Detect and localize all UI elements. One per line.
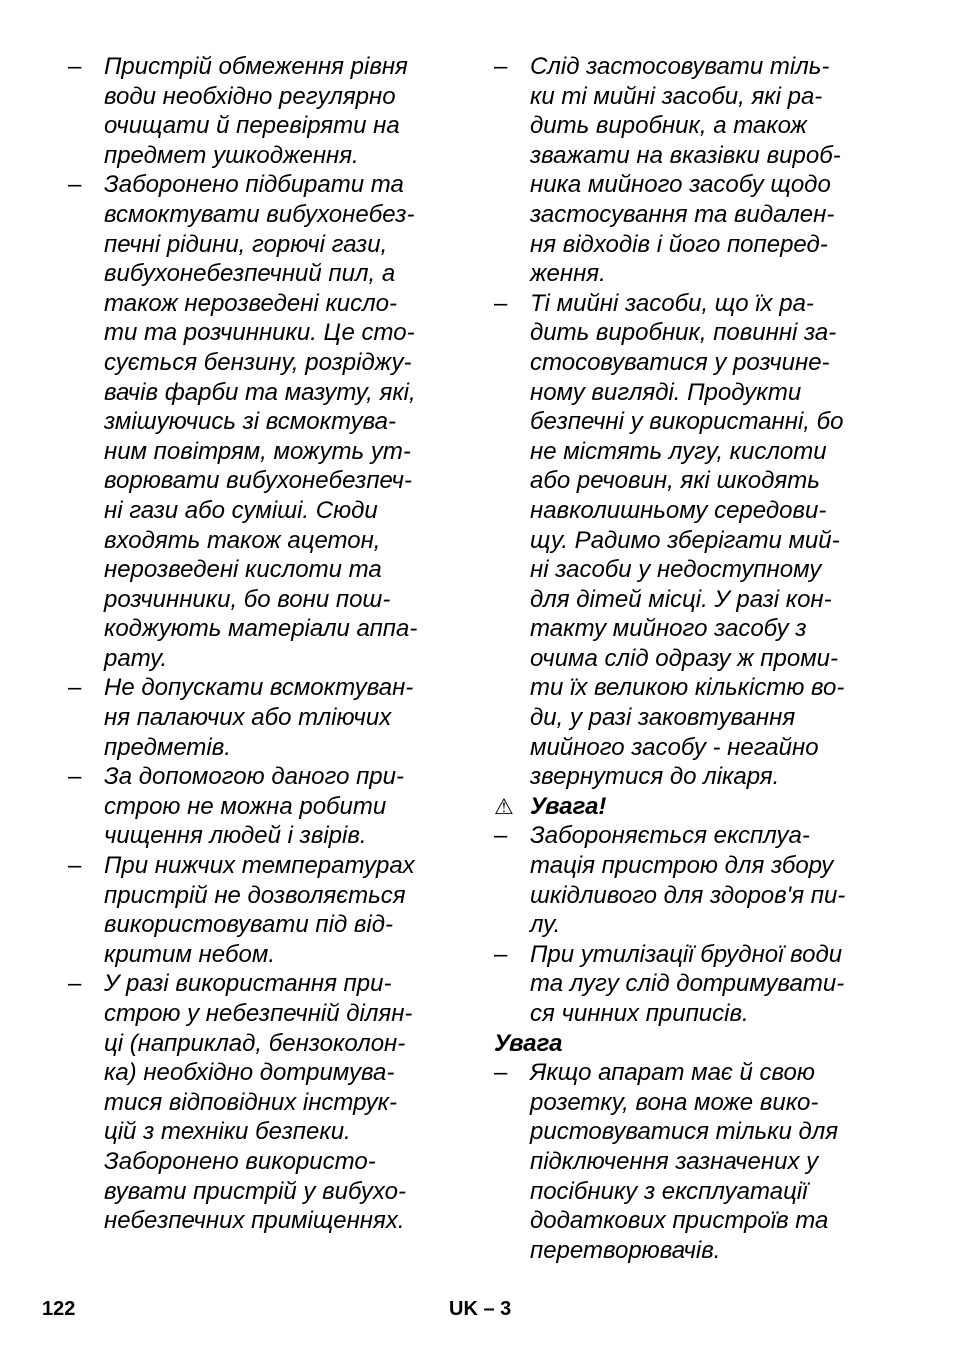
dash-bullet: –: [494, 53, 508, 80]
text-line: Якщо апарат має й свою: [530, 1059, 815, 1087]
text-line: чищення людей і звірів.: [104, 822, 367, 850]
list-item: [494, 289, 894, 792]
list-item: [68, 52, 460, 170]
note-heading: Увага: [494, 1029, 563, 1057]
text-line: лу.: [530, 911, 561, 939]
text-line: води необхідно регулярно: [104, 82, 396, 110]
text-line: коджують матеріали аппа-: [104, 615, 418, 643]
text-line: ристовуватися тільки для: [530, 1118, 839, 1146]
text-line: ки ті мийні засоби, які ра-: [530, 82, 823, 110]
text-line: входять також ацетон,: [104, 526, 381, 554]
list-item-text: [104, 851, 460, 969]
text-line: ди, у разі заковтування: [530, 704, 796, 732]
text-line: За допомогою даного при-: [104, 763, 404, 791]
text-line: ника мийного засобу щодо: [530, 171, 831, 199]
text-line: предмет ушкодження.: [104, 141, 359, 169]
text-line: тація пристрою для збору: [530, 852, 834, 880]
text-line: звернутися до лікаря.: [530, 763, 780, 791]
text-line: використовувати під від-: [104, 911, 393, 939]
text-line: Ті мийні засоби, що їх ра-: [530, 289, 814, 317]
dash-bullet: –: [494, 1059, 508, 1087]
text-line: перетворювачів.: [530, 1236, 721, 1264]
text-line: ні засоби у недоступному: [530, 556, 822, 584]
text-line: ворювати вибухонебезпеч-: [104, 467, 412, 495]
dash-bullet: –: [494, 289, 508, 317]
list-item-text: [530, 52, 894, 289]
text-line: У разі використання при-: [104, 970, 392, 998]
text-line: та лугу слід дотримувати-: [530, 970, 845, 998]
text-line: строю не можна робити: [104, 792, 387, 820]
text-line: вибухонебезпечний пил, а: [104, 260, 396, 288]
text-line: При утилізації брудної води: [530, 940, 843, 968]
list-item-text: [104, 52, 460, 170]
text-line: також нерозведені кисло-: [104, 289, 397, 317]
text-line: Не допускати всмоктуван-: [104, 674, 414, 702]
list-item: [494, 1058, 894, 1265]
text-line: пристрій не дозволяється: [104, 881, 406, 909]
list-item: [494, 821, 894, 939]
dash-bullet: –: [68, 763, 82, 791]
text-line: щу. Радимо зберігати мий-: [530, 526, 840, 554]
list-item-text: [104, 170, 460, 673]
text-line: застосування та видален-: [530, 200, 835, 228]
text-line: всмоктувати вибухонебез-: [104, 200, 415, 228]
text-line: навколишньому середови-: [530, 496, 827, 524]
list-item: [68, 762, 460, 851]
text-line: ка) необхідно дотримува-: [104, 1059, 395, 1087]
text-line: або речовин, які шкодять: [530, 467, 820, 495]
text-line: сується бензину, розріджу-: [104, 348, 412, 376]
text-line: ці (наприклад, бензоколон-: [104, 1029, 406, 1057]
right-column: [494, 52, 894, 1265]
text-line: тися відповідних інструк-: [104, 1088, 397, 1116]
left-column: [68, 52, 460, 1236]
text-line: нерозведені кислоти та: [104, 556, 382, 584]
text-line: ження.: [530, 260, 606, 288]
text-line: печні рідини, горючі гази,: [104, 230, 388, 258]
list-item-text: [530, 821, 894, 939]
list-item-text: [530, 1058, 894, 1265]
text-line: ня відходів і його поперед-: [530, 230, 828, 258]
list-item-text: [104, 673, 460, 762]
text-line: дить виробник, повинні за-: [530, 319, 837, 347]
text-line: такту мийного засобу з: [530, 615, 807, 643]
text-line: шкідливого для здоров'я пи-: [530, 881, 846, 909]
text-line: ня палаючих або тліючих: [104, 704, 392, 732]
list-item: [494, 52, 894, 289]
text-line: змішуючись зі всмоктува-: [104, 408, 396, 436]
text-line: безпечні у використанні, бо: [530, 408, 844, 436]
text-line: ся чинних приписів.: [530, 1000, 749, 1027]
text-line: очима слід одразу ж проми-: [530, 644, 838, 672]
list-item-text: [104, 762, 460, 851]
text-line: мийного засобу - негайно: [530, 733, 819, 761]
list-item-text: [530, 289, 894, 792]
text-line: додаткових пристроїв та: [530, 1207, 829, 1235]
text-line: Слід застосовувати тіль-: [530, 53, 830, 80]
list-item: [68, 673, 460, 762]
text-line: строю у небезпечній ділян-: [104, 1000, 413, 1027]
dash-bullet: –: [68, 53, 82, 80]
text-line: вувати пристрій у вибухо-: [104, 1177, 406, 1205]
text-line: небезпечних приміщеннях.: [104, 1207, 405, 1235]
text-line: ним повітрям, можуть ут-: [104, 437, 411, 465]
text-line: ти та розчинники. Це сто-: [104, 319, 415, 347]
warning-heading: [494, 792, 894, 822]
text-line: зважати на вказівки вироб-: [530, 141, 841, 169]
text-line: ному вигляді. Продукти: [530, 378, 802, 406]
text-line: для дітей місці. У разі кон-: [530, 585, 832, 613]
list-item-text: [104, 969, 460, 1235]
text-line: дить виробник, а також: [530, 112, 807, 140]
dash-bullet: –: [494, 822, 508, 850]
list-item: [68, 969, 460, 1235]
dash-bullet: –: [494, 940, 508, 968]
text-line: критим небом.: [104, 940, 276, 968]
text-line: ти їх великою кількістю во-: [530, 674, 845, 702]
text-line: При нижчих температурах: [104, 852, 415, 880]
list-item: [68, 170, 460, 673]
dash-bullet: –: [68, 674, 82, 702]
text-line: підключення зазначених у: [530, 1147, 819, 1175]
dash-bullet: –: [68, 852, 82, 880]
text-line: Забороняється експлуа-: [530, 822, 810, 850]
list-item-text: [530, 940, 894, 1029]
text-line: Пристрій обмеження рівня: [104, 53, 408, 80]
page-number: 122: [42, 1298, 76, 1320]
text-line: Заборонено підбирати та: [104, 171, 404, 199]
text-line: предметів.: [104, 733, 231, 761]
dash-bullet: –: [68, 171, 82, 199]
text-line: стосовуватися у розчине-: [530, 348, 830, 376]
text-line: розетку, вона може вико-: [530, 1088, 819, 1116]
text-line: Заборонено використо-: [104, 1147, 376, 1175]
text-line: не містять лугу, кислоти: [530, 437, 827, 465]
text-line: розчинники, бо вони пош-: [104, 585, 391, 613]
list-item: [68, 851, 460, 969]
warning-heading-text: Увага!: [530, 792, 607, 820]
text-line: очищати й перевіряти на: [104, 112, 400, 140]
list-item: [494, 940, 894, 1029]
dash-bullet: –: [68, 970, 82, 998]
text-line: рату.: [104, 644, 168, 672]
text-line: цій з техніки безпеки.: [104, 1118, 351, 1146]
text-line: посібнику з експлуатації: [530, 1177, 808, 1205]
page-code: UK – 3: [449, 1298, 512, 1320]
warning-triangle-icon: ⚠: [494, 793, 514, 819]
text-line: ні гази або суміші. Сюди: [104, 496, 378, 524]
text-line: вачів фарби та мазуту, які,: [104, 378, 416, 406]
